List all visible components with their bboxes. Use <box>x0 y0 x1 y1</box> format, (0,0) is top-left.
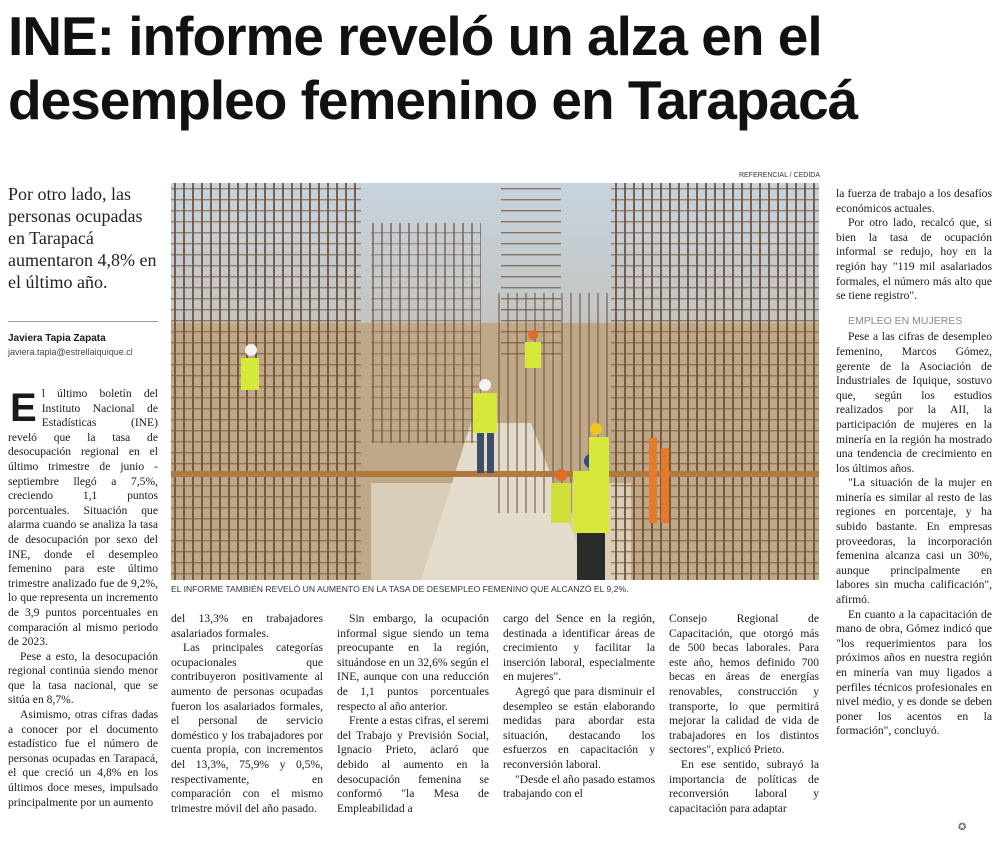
photo-credit: REFERENCIAL / CEDIDA <box>738 172 820 179</box>
paragraph: cargo del Sence en la región, destinada a identificar áreas de crecimiento y facilitar la inserción laboral, especialmente en mujeres". <box>503 612 655 684</box>
deck-divider <box>8 321 158 322</box>
article-column-5 <box>669 612 819 844</box>
byline-email[interactable]: javiera.tapia@estrellaiquique.cl <box>8 347 133 357</box>
paragraph: En cuanto a la capacitación de mano de obra, Gómez indicó que "los requerimientos para los próximos años en nuestra región en minería van muy ligados a perfiles técnicos profesionales en nivel medio, y es donde se deben poner los acentos en la formación", concluyó. <box>836 607 992 738</box>
paragraph: Por otro lado, recalcó que, si bien la tasa de ocupación informal se redujo, hoy en la región hay "119 mil asalariados formales, el número más alto que se tiene registro". <box>836 216 992 303</box>
headline <box>8 4 998 132</box>
drop-cap: E <box>10 387 37 430</box>
paragraph: Asimismo, otras cifras dadas a conocer por el documento estadístico fue el número de personas ocupadas en Tarapacá, el que creció un 4,8% en los últimos doce meses, impulsado principalmente por un aumento <box>8 708 158 809</box>
lead-text: l último boletín del Instituto Nacional de Estadísticas (INE) reveló que la tasa de desocupación regional en el último trimestre de junio - septiembre llegó a 7,5%, creciendo 1,1 puntos porcentuales. Situación que alarma cuando se analiza la tasa de desocupación por sexo del INE, donde el desempleo femenino para este último trimestre analizado fue de 9,2%, lo que representa un incremento de 3,9 puntos porcentuales en comparación al mismo periodo de 2023. <box>8 387 158 649</box>
paragraph: del 13,3% en trabajadores asalariados formales. <box>171 612 323 640</box>
photo-caption: EL INFORME TAMBIÉN REVELÓ UN AUMENTO EN LA TASA DE DESEMPLEO FEMENINO QUE ALCANZÓ EL 9,2%. <box>171 584 629 594</box>
lead-paragraph <box>8 387 158 650</box>
byline-author: Javiera Tapia Zapata <box>8 333 106 344</box>
end-mark-icon: ✪ <box>958 822 967 833</box>
paragraph: Sin embargo, la ocupación informal sigue siendo un tema preocupante en la región, situándose en un 32,6% según el INE, aunque con una reducción de 1,1 puntos porcentuales respecto al año anterior. <box>337 612 489 713</box>
article-column-3 <box>337 612 489 844</box>
headline-line-2: desempleo femenino en Tarapacá <box>8 69 858 131</box>
article-column-6 <box>836 187 992 842</box>
paragraph: "La situación de la mujer en minería es similar al resto de las regiones en porcentaje, y ha subido bastante. En empresas proveedoras, la incorporación femenina alcanza casi un 30%, aunque principalmente en labores sin mucha calificación", afirmó. <box>836 476 992 607</box>
construction-photo <box>171 183 819 580</box>
paragraph: Las principales categorías ocupacionales que contribuyeron positivamente al aumento de personas ocupadas fueron los asalariados formales, el personal de servicio doméstico y los trabajadores por cuenta propia, con incrementos del 13,3%, 75,9% y 0,5%, respectivamente, en comparación con el mismo trimestre móvil del año pasado. <box>171 641 323 815</box>
paragraph: Agregó que para disminuir el desempleo se están elaborando medidas para abordar esta situación, destacando los esfuerzos en capacitación y reconversión laboral. <box>503 684 655 771</box>
article-column-1 <box>8 387 158 842</box>
paragraph: Frente a estas cifras, el seremi del Trabajo y Previsión Social, Ignacio Prieto, aclaró que debido al aumento en la desocupación femenina se conformó "la Mesa de Empleabilidad a <box>337 714 489 815</box>
article-column-2 <box>171 612 323 844</box>
paragraph: Consejo Regional de Capacitación, que otorgó más de 500 becas laborales. Para este año, hemos definido 700 becas en áreas de energías renovables, construcción y transporte, lo que permitirá mejorar la calidad de vida de trabajadores en los distintos sectores", explicó Prieto. <box>669 612 819 757</box>
construction-photo-illustration <box>171 183 819 580</box>
headline-line-1: INE: informe reveló un alza en el <box>8 5 822 67</box>
paragraph: "Desde el año pasado estamos trabajando con el <box>503 772 655 801</box>
section-subhead: EMPLEO EN MUJERES <box>848 314 963 327</box>
paragraph: la fuerza de trabajo a los desafíos económicos actuales. <box>836 187 992 215</box>
paragraph: Pese a esto, la desocupación regional continúa siendo menor que la tasa nacional, que se sitúa en 8,7%. <box>8 649 158 707</box>
paragraph: Pese a las cifras de desempleo femenino, Marcos Gómez, gerente de la Asociación de Industriales de Iquique, sostuvo que, según los estudios realizados por la AII, la participación de mujeres en la minería en la región ha mostrado una tendencia de crecimiento en los últimos años. <box>836 330 992 475</box>
deck-summary: Por otro lado, las personas ocupadas en Tarapacá aumentaron 4,8% en el último año. <box>8 184 157 292</box>
article-column-4 <box>503 612 655 844</box>
paragraph: En ese sentido, subrayó la importancia de políticas de reconversión laboral y capacitación para adaptar <box>669 757 819 815</box>
